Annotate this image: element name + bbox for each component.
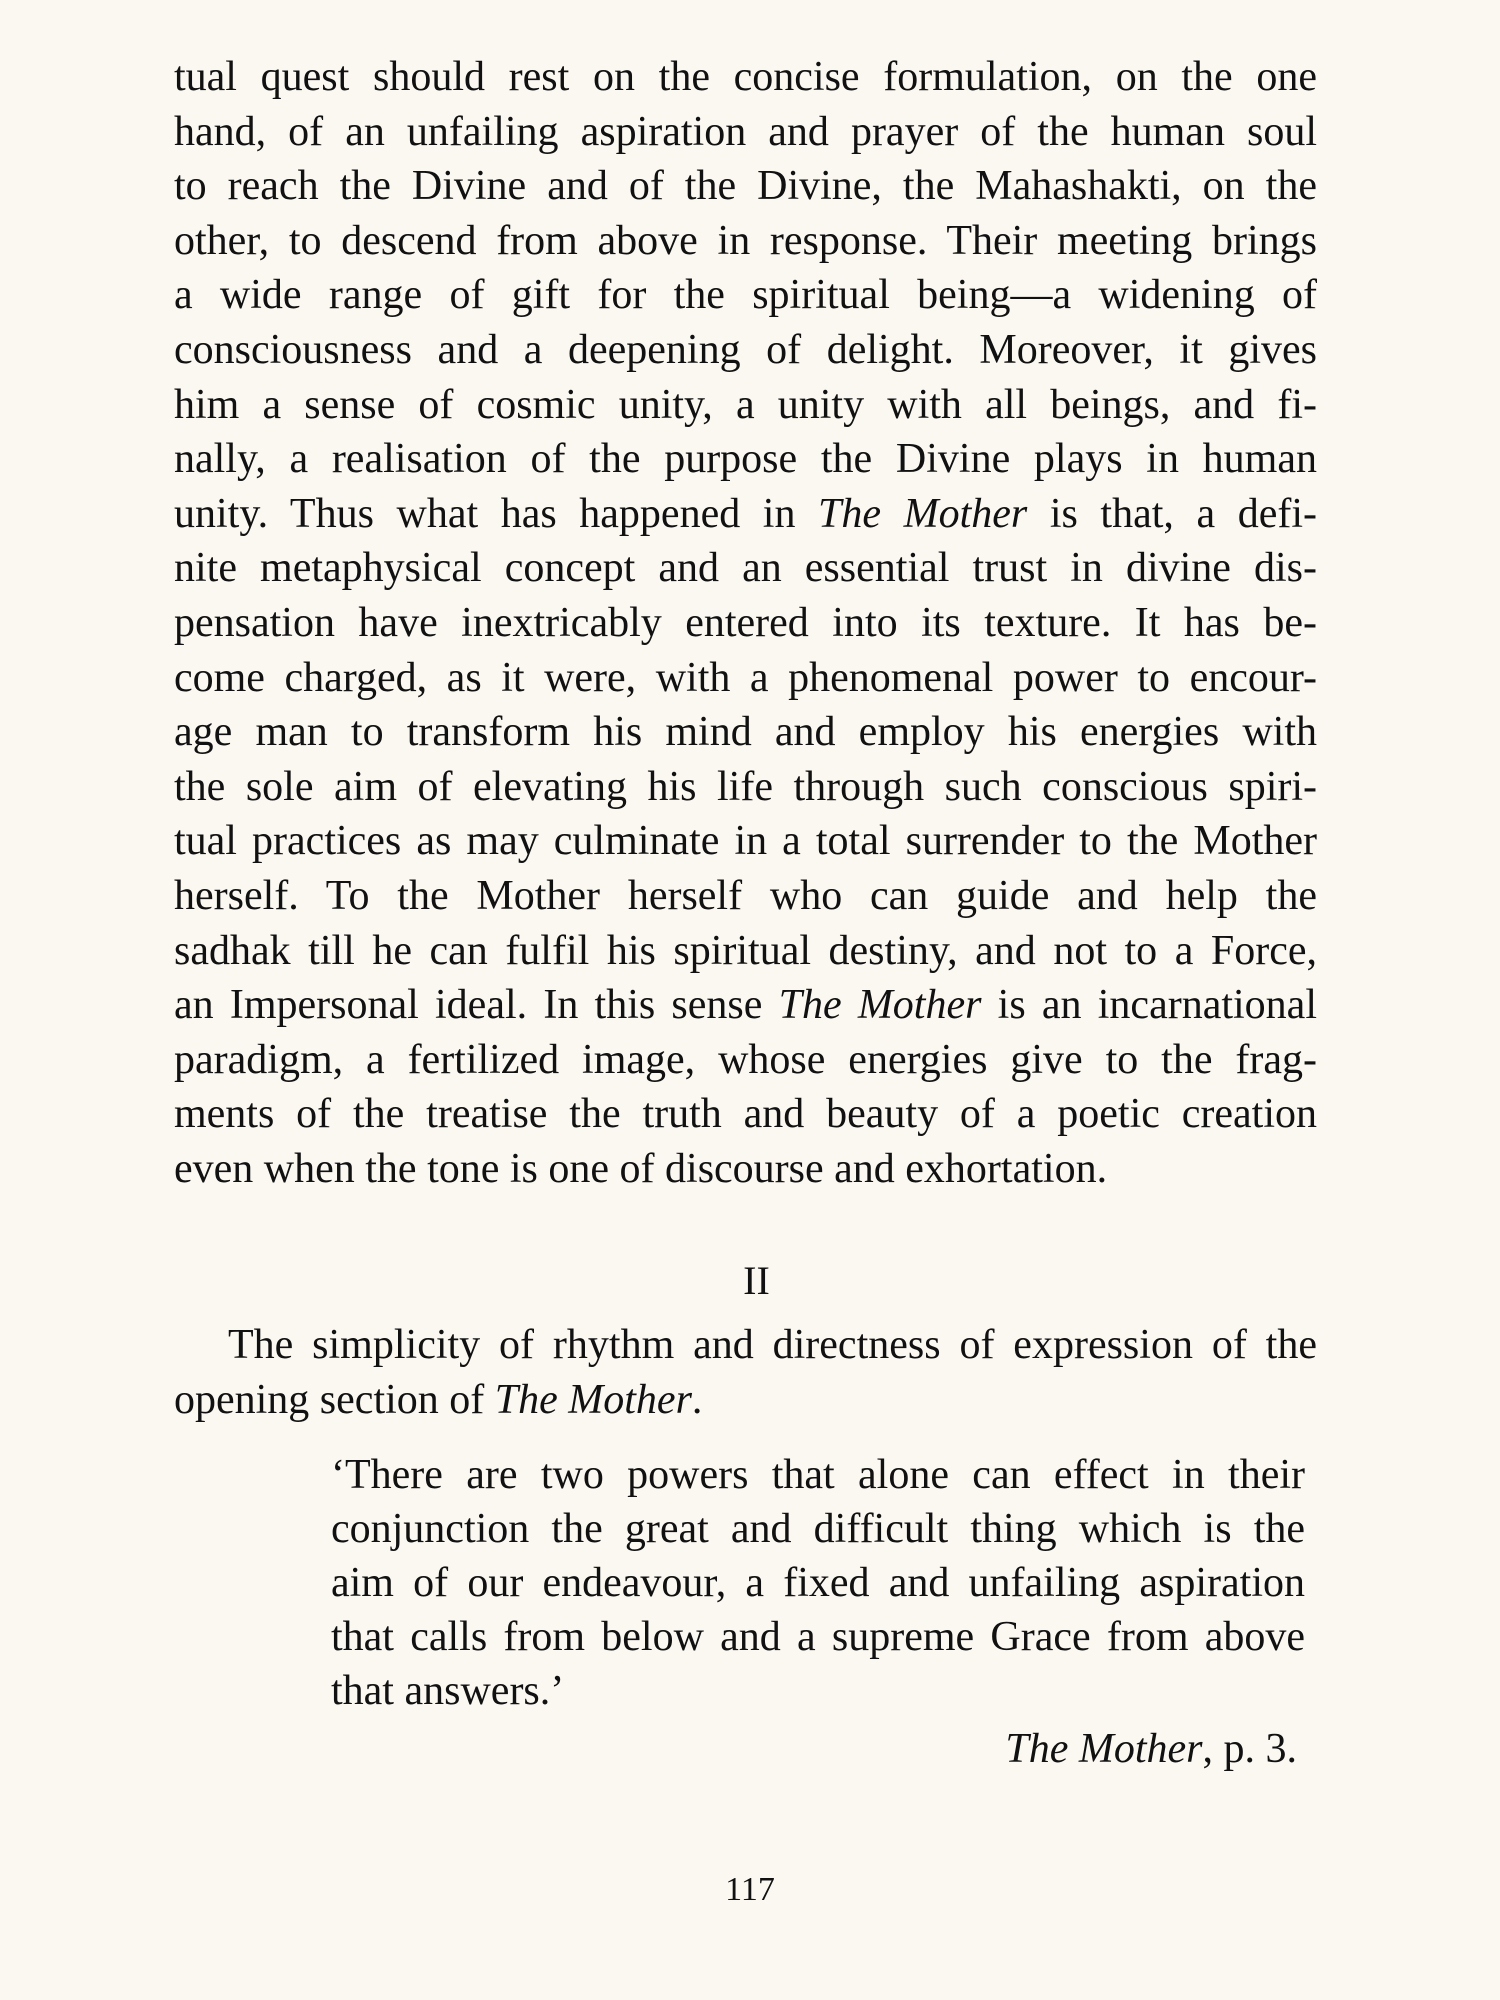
- text-run: is that, a defi-: [1027, 490, 1317, 537]
- text-line: [174, 978, 1317, 1033]
- text-run: , p. 3.: [1202, 1725, 1297, 1772]
- text-line: to reach the Divine and of the Divine, the Mahashakti, on the: [174, 163, 1317, 210]
- text-line: hand, of an unfailing aspiration and prayer of the human soul: [174, 108, 1317, 155]
- text-run: .: [691, 1377, 703, 1424]
- section-heading: II: [743, 1258, 770, 1304]
- text-line: consciousness and a deepening of delight. Moreover, it gives: [174, 326, 1317, 373]
- text-run: is an incarnational: [981, 982, 1317, 1029]
- text-run: opening section of: [174, 1377, 495, 1424]
- quote-line: that answers.’: [331, 1667, 565, 1714]
- quote-line: aim of our endeavour, a fixed and unfailing aspiration: [331, 1559, 1305, 1606]
- text-line: The simplicity of rhythm and directness of expression of the: [228, 1322, 1317, 1369]
- text-line: nally, a realisation of the purpose the Divine plays in human: [174, 436, 1317, 483]
- book-title-italic: The Mother: [494, 1377, 692, 1424]
- quote-line: that calls from below and a supreme Grace from above: [331, 1613, 1305, 1660]
- paragraph-1: [174, 50, 1317, 1196]
- paragraph-2: [174, 1318, 1317, 1427]
- text-line: nite metaphysical concept and an essential trust in divine dis-: [174, 545, 1317, 592]
- quote-line: conjunction the great and difficult thing which is the: [331, 1505, 1305, 1552]
- text-line: ments of the treatise the truth and beauty of a poetic creation: [174, 1091, 1317, 1138]
- text-line: sadhak till he can fulfil his spiritual destiny, and not to a Force,: [174, 927, 1317, 974]
- text-line: herself. To the Mother herself who can guide and help the: [174, 872, 1317, 919]
- text-run: unity. Thus what has happened in: [174, 490, 819, 537]
- page-body: [174, 50, 1317, 1776]
- text-line: [174, 1373, 1317, 1428]
- page-number: 117: [725, 1871, 775, 1908]
- text-line: other, to descend from above in response. Their meeting brings: [174, 217, 1317, 264]
- quote-line: ‘There are two powers that alone can effect in their: [331, 1451, 1305, 1498]
- text-line: come charged, as it were, with a phenomenal power to encour-: [174, 654, 1317, 701]
- text-line: tual quest should rest on the concise formulation, on the one: [174, 54, 1317, 100]
- text-line: paradigm, a fertilized image, whose energies give to the frag-: [174, 1036, 1317, 1083]
- block-quote: [331, 1448, 1305, 1776]
- book-title-italic: The Mother: [1005, 1725, 1203, 1772]
- text-line: him a sense of cosmic unity, a unity with all beings, and fi-: [174, 381, 1317, 428]
- text-line: tual practices as may culminate in a total surrender to the Mother: [174, 818, 1317, 865]
- text-line: a wide range of gift for the spiritual being—a widening of: [174, 272, 1317, 319]
- book-title-italic: The Mother: [818, 490, 1028, 537]
- text-line: pensation have inextricably entered into its texture. It has be-: [174, 599, 1317, 646]
- text-line: even when the tone is one of discourse and exhortation.: [174, 1145, 1108, 1192]
- text-line: age man to transform his mind and employ his energies with: [174, 709, 1317, 756]
- text-run: an Impersonal ideal. In this sense: [174, 982, 779, 1029]
- text-line: [174, 487, 1317, 542]
- book-title-italic: The Mother: [778, 982, 982, 1029]
- quote-citation: [331, 1722, 1305, 1776]
- text-line: the sole aim of elevating his life through such conscious spiri-: [174, 763, 1317, 810]
